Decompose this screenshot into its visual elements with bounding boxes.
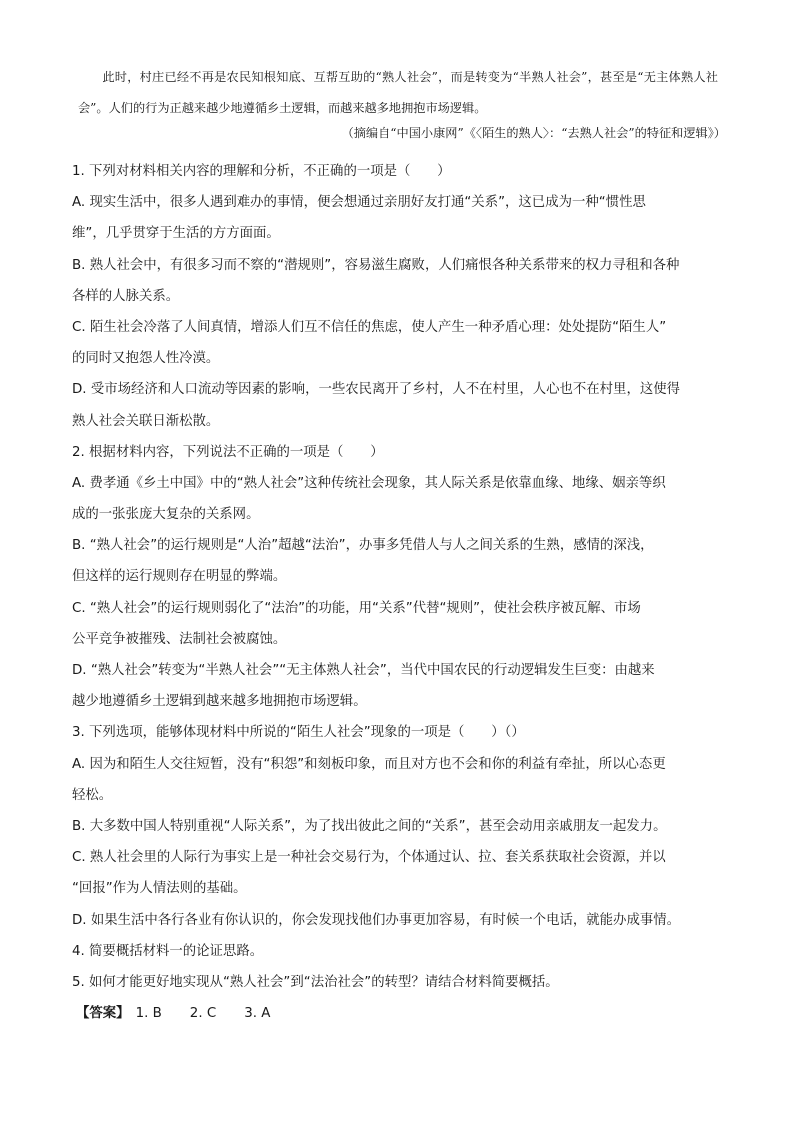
question-text-line: 维”，几乎贯穿于生活的方方面面。 — [72, 226, 280, 242]
question-text-line: 的同时又抱怨人性冷漠。 — [72, 351, 220, 367]
question-text-line: A. 现实生活中，很多人遇到难办的事情，便会想通过亲朋好友打通“关系”，这已成为一种“惯性思 — [72, 195, 646, 211]
question-text-line: 成的一张张庞大复杂的关系网。 — [72, 507, 260, 523]
question-text-line: A. 费孝通《乡土中国》中的“熟人社会”这种传统社会现象，其人际关系是依靠血缘、地缘、姻亲等织 — [72, 475, 666, 491]
question-text-line: 熟人社会关联日渐松散。 — [72, 413, 220, 429]
question-list — [72, 156, 726, 998]
answer-label: 【答案】 — [76, 1006, 130, 1021]
question-text-line: B. 熟人社会中，有很多习而不察的“潜规则”，容易滋生腐败，人们痛恨各种关系带来的权力寻租和各种 — [72, 257, 680, 273]
question-text-line: 1. 下列对材料相关内容的理解和分析，不正确的一项是（ ） — [72, 164, 451, 179]
question-text-line: 各样的人脉关系。 — [72, 288, 180, 304]
question-text-line: D. 受市场经济和人口流动等因素的影响，一些农民离开了乡村，人不在村里，人心也不在村里，这使得 — [72, 382, 681, 398]
passage-paragraph: 此时，村庄已经不再是农民知根知底、互帮互助的“熟人社会”，而是转变为“半熟人社会”，甚至是“无主体熟人社会”。人们的行为正越来越少地遵循乡土逻辑，而越来越多地拥抱市场逻辑。 — [78, 70, 718, 115]
passage-source: （摘编自“中国小康网”《〈陌生的熟人〉：“去熟人社会”的特征和逻辑》） — [341, 126, 726, 140]
question-text-line: “回报”作为人情法则的基础。 — [72, 881, 247, 897]
question-text-line: 越少地遵循乡土逻辑到越来越多地拥抱市场逻辑。 — [72, 694, 367, 710]
question-text-line: A. 因为和陌生人交往短暂，没有“积怨”和刻板印象，而且对方也不会和你的利益有牵扯，所以心态更 — [72, 756, 666, 772]
question-text-line: 4. 简要概括材料一的论证思路。 — [72, 943, 264, 959]
question-text-line: D. 如果生活中各行各业有你认识的，你会发现找他们办事更加容易，有时候一个电话，就能办成事情。 — [72, 912, 681, 928]
question-text-line: C. 陌生社会冷落了人间真情，增添人们互不信任的焦虑，使人产生一种矛盾心理：处处提防“陌生人” — [72, 319, 667, 335]
question-text-line: B. 大多数中国人特别重视“人际关系”，为了找出彼此之间的“关系”，甚至会动用亲戚朋友一起发力。 — [72, 818, 667, 834]
answer-item: 2. C — [189, 1006, 217, 1021]
question-text-line: 但这样的运行规则存在明显的弊端。 — [72, 569, 287, 585]
question-text-line: 2. 根据材料内容，下列说法不正确的一项是（ ） — [72, 444, 384, 460]
question-text-line: C. “熟人社会”的运行规则弱化了“法治”的功能，用“关系”代替“规则”，使社会秩序被瓦解、市场 — [72, 600, 641, 616]
question-text-line: D. “熟人社会”转变为“半熟人社会”“无主体熟人社会”，当代中国农民的行动逻辑发生巨变：由越来 — [72, 663, 655, 678]
question-text-line: 5. 如何才能更好地实现从“熟人社会”到“法治社会”的转型？请结合材料简要概括。 — [72, 974, 559, 990]
question-text-line: 公平竞争被摧残、法制社会被腐蚀。 — [72, 631, 287, 647]
answer-item: 3. A — [244, 1006, 271, 1021]
passage-excerpt — [78, 62, 718, 124]
question-text-line: 轻松。 — [72, 787, 113, 803]
question-text-line: 3. 下列选项，能够体现材料中所说的“陌生人社会”现象的一项是（ ）（） — [72, 725, 525, 741]
answer-key — [76, 1000, 292, 1028]
question-text-line: B. “熟人社会”的运行规则是“人治”超越“法治”，办事多凭借人与人之间关系的生熟，感情的深浅， — [72, 538, 654, 554]
question-text-line: C. 熟人社会里的人际行为事实上是一种社会交易行为，个体通过认、拉、套关系获取社会资源，并以 — [72, 850, 666, 866]
answer-item: 1. B — [135, 1006, 162, 1021]
